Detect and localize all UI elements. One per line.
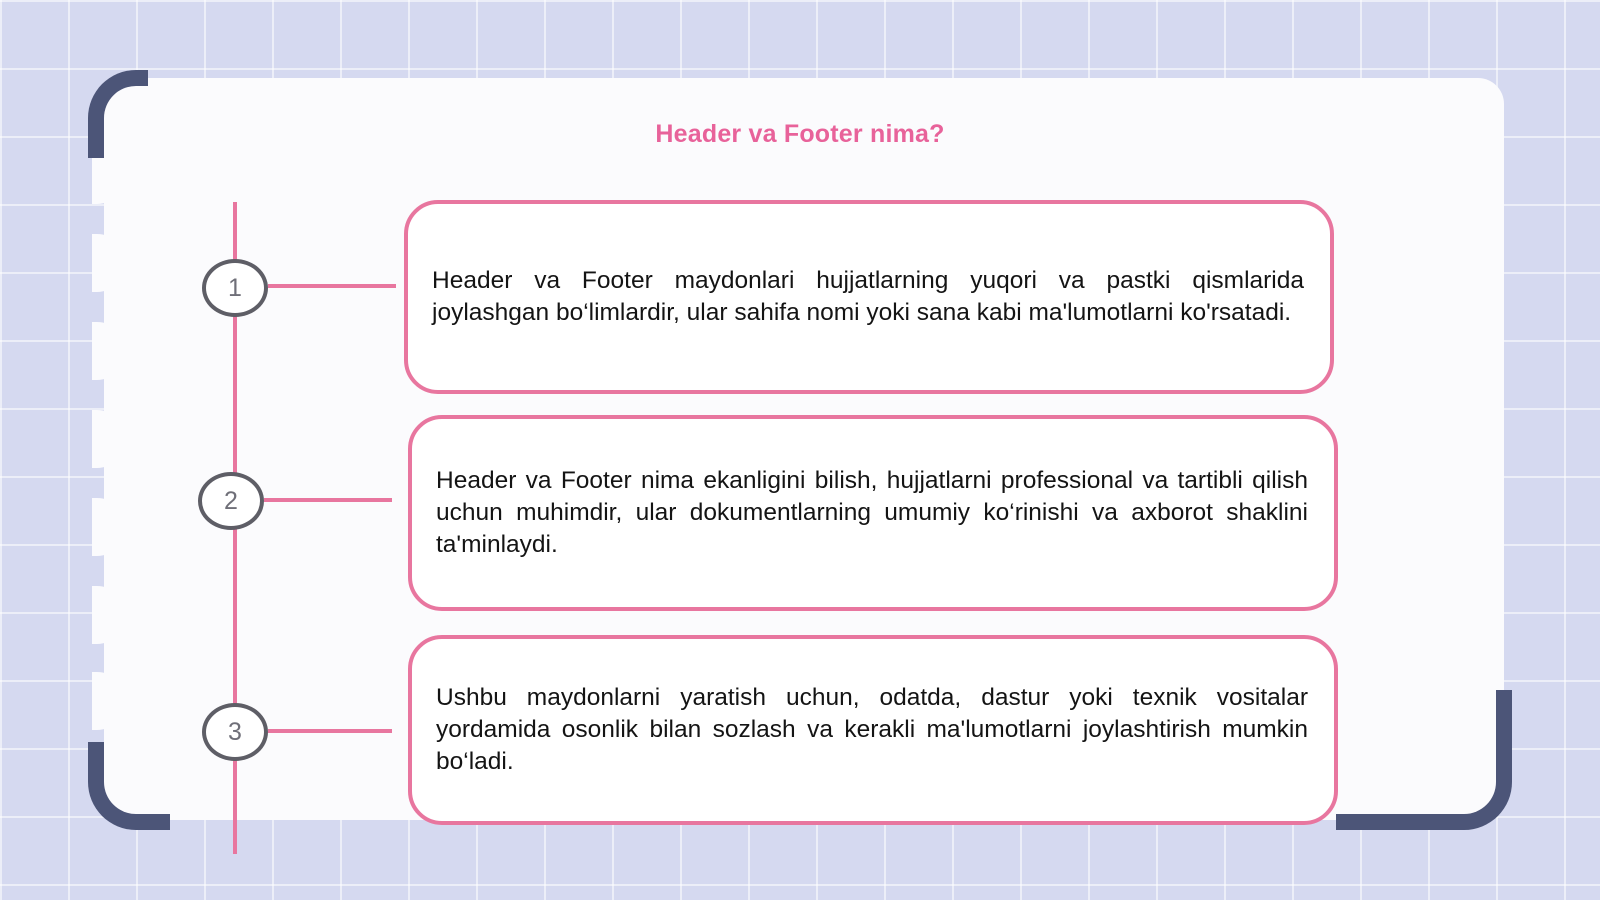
step-card-1 — [404, 200, 1334, 394]
timeline-connector-1 — [268, 284, 396, 288]
frame-corner-top-left — [88, 70, 148, 158]
step-text-2: Header va Footer nima ekanligini bilish, hujjatlarni professional va tartibli qilish uchun muhimdir, ular dokumentlarning umumiy ko‘rinishi va axborot shaklini ta'minlaydi. — [436, 467, 1308, 558]
frame-corner-bottom-right — [1336, 690, 1512, 830]
step-number-2: 2 — [198, 472, 264, 530]
page-title: Header va Footer nima? — [655, 120, 945, 148]
timeline-connector-3 — [268, 729, 392, 733]
timeline-connector-2 — [264, 498, 392, 502]
step-card-3 — [408, 635, 1338, 825]
step-number-1: 1 — [202, 259, 268, 317]
step-text-1: Header va Footer maydonlari hujjatlarning yuqori va pastki qismlarida joylashgan bo‘limlardir, ular sahifa nomi yoki sana kabi ma'lumotlarni ko'rsatadi. — [432, 267, 1304, 326]
step-card-2 — [408, 415, 1338, 611]
step-text-3: Ushbu maydonlarni yaratish uchun, odatda, dastur yoki texnik vositalar yordamida osonlik bilan sozlash va kerakli ma'lumotlarni joylashtirish mumkin bo‘ladi. — [436, 684, 1308, 775]
frame-corner-bottom-left — [88, 742, 170, 830]
step-number-3: 3 — [202, 703, 268, 761]
